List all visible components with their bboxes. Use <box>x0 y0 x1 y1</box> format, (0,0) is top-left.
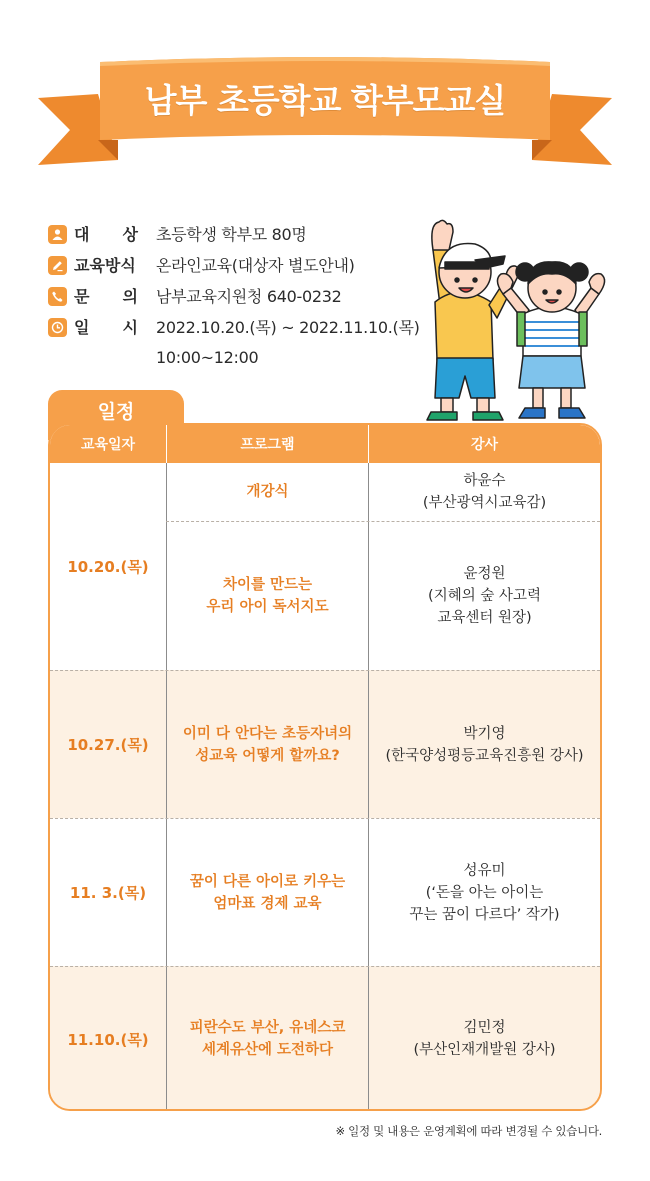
pencil-icon <box>48 256 67 275</box>
info-value: 남부교육지원청 640-0232 <box>156 287 342 306</box>
header-program: 프로그램 <box>166 425 368 463</box>
schedule-table <box>48 423 602 1111</box>
header-date: 교육일자 <box>80 437 136 453</box>
info-row-contact <box>48 284 428 315</box>
instructor-name: 윤정원 (지혜의 숲 사고력 교육센터 원장) <box>368 522 600 670</box>
row-date: 10.20.(목) <box>67 558 149 576</box>
program-title: 개강식 <box>166 463 368 521</box>
info-row-method <box>48 253 428 284</box>
row-date: 11.10.(목) <box>67 1030 149 1049</box>
row-date: 10.27.(목) <box>67 736 149 754</box>
program-title: 꿈이 다른 아이로 키우는 엄마표 경제 교육 <box>166 819 368 966</box>
title-banner <box>0 0 650 200</box>
program-title: 이미 다 안다는 초등자녀의 성교육 어떻게 할까요? <box>166 671 368 818</box>
table-header <box>50 425 600 463</box>
info-list <box>48 222 428 375</box>
info-value: 초등학생 학부모 80명 <box>156 225 307 244</box>
table-row <box>50 818 600 966</box>
table-row <box>50 966 600 1111</box>
info-value: 2022.10.20.(목) ~ 2022.11.10.(목) 10:00~12:00 <box>156 318 420 367</box>
info-label: 문 의 <box>74 287 138 306</box>
person-icon <box>48 225 67 244</box>
table-row <box>50 670 600 818</box>
kids-illustration <box>405 210 615 428</box>
phone-icon <box>48 287 67 306</box>
info-row-target <box>48 222 428 253</box>
schedule-tab: 일정 <box>48 390 184 440</box>
info-value: 온라인교육(대상자 별도안내) <box>156 256 355 275</box>
info-label: 교육방식 <box>74 256 136 275</box>
session-row <box>166 521 600 670</box>
row-date: 11. 3.(목) <box>69 884 147 902</box>
info-label: 대 상 <box>74 225 138 244</box>
clock-icon <box>48 318 67 337</box>
instructor-name: 성유미 (‘돈을 아는 아이는 꾸는 꿈이 다르다’ 작가) <box>368 819 600 966</box>
page-title: 남부 초등학교 학부모교실 <box>144 80 506 120</box>
instructor-name: 박기영 (한국양성평등교육진흥원 강사) <box>368 671 600 818</box>
header-instructor: 강사 <box>368 425 600 463</box>
info-row-datetime <box>48 315 428 375</box>
session-row <box>166 463 600 521</box>
program-title: 피란수도 부산, 유네스코 세계유산에 도전하다 <box>166 967 368 1111</box>
info-label: 일 시 <box>74 318 138 337</box>
instructor-name: 하윤수 (부산광역시교육감) <box>368 463 600 521</box>
instructor-name: 김민정 (부산인재개발원 강사) <box>368 967 600 1111</box>
footnote: ※ 일정 및 내용은 운영계획에 따라 변경될 수 있습니다. <box>335 1124 602 1138</box>
info-value-time: 10:00~12:00 <box>156 348 259 367</box>
table-row <box>50 463 600 670</box>
program-title: 차이를 만드는 우리 아이 독서지도 <box>166 522 368 670</box>
